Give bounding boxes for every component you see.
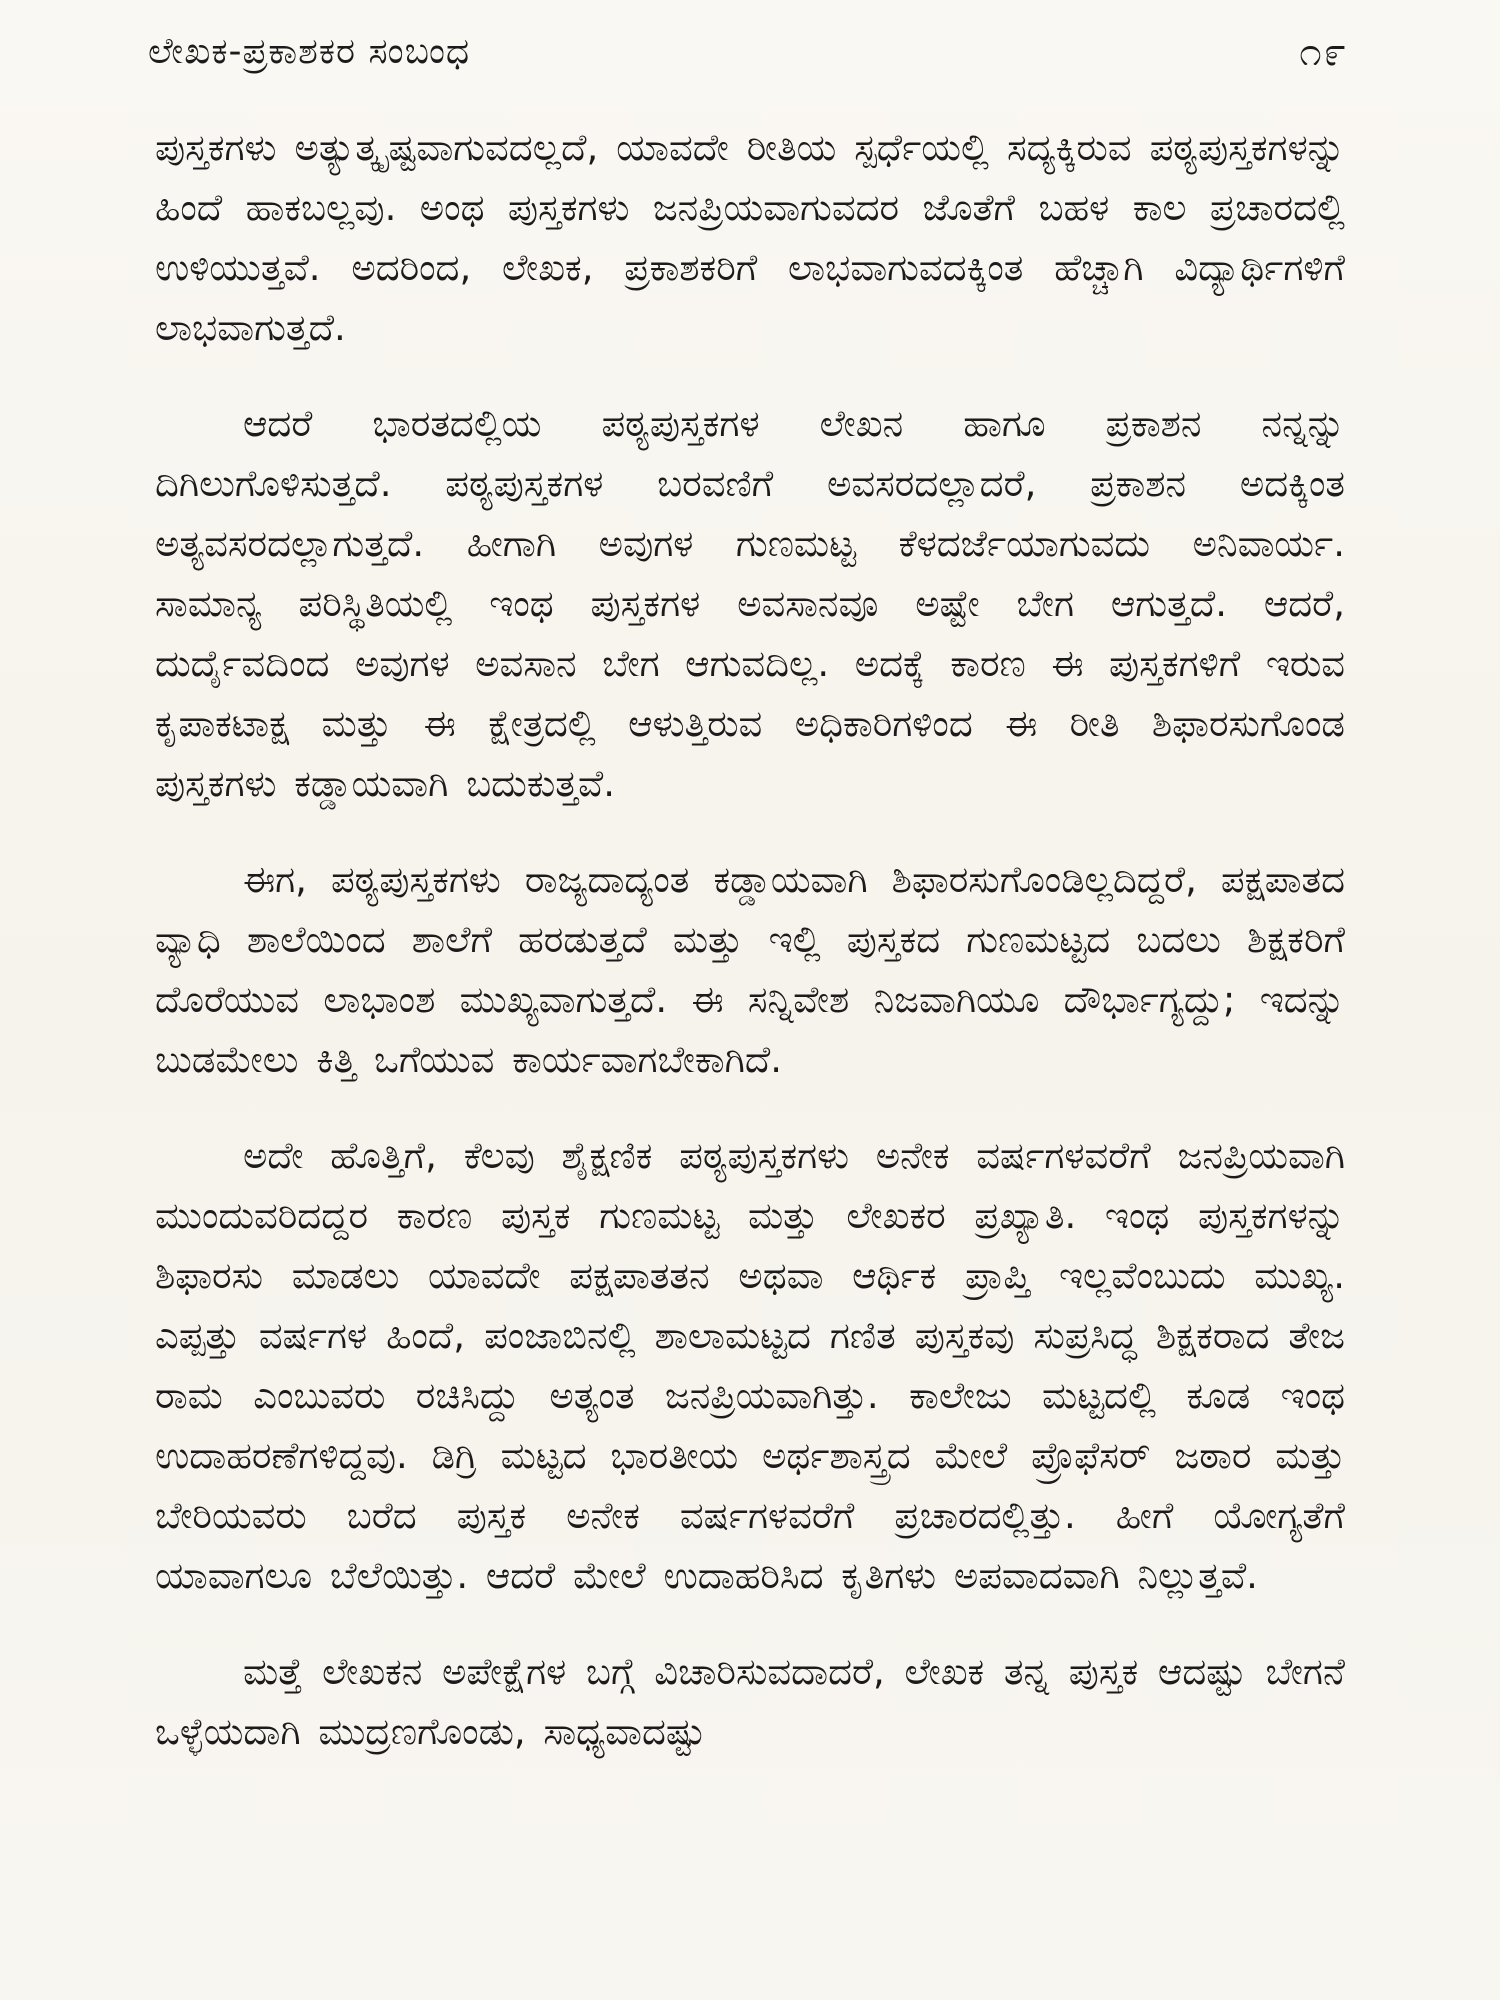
paragraph-2: ಆದರೆ ಭಾರತದಲ್ಲಿಯ ಪಠ್ಯಪುಸ್ತಕಗಳ ಲೇಖನ ಹಾಗೂ ಪ್ರಕಾಶನ ನನ್ನನ್ನು ದಿಗಿಲುಗೊಳಿಸುತ್ತದೆ. ಪಠ್ಯಪುಸ್ತಕಗಳ ಬರವಣಿಗೆ ಅವಸರದಲ್ಲಾದರೆ, ಪ್ರಕಾಶನ ಅದಕ್ಕಿಂತ ಅತ್ಯವಸರದಲ್ಲಾಗುತ್ತದೆ. ಹೀಗಾಗಿ ಅವುಗಳ ಗುಣಮಟ್ಟ ಕೆಳದರ್ಜೆಯಾಗುವದು ಅನಿವಾರ್ಯ. ಸಾಮಾನ್ಯ ಪರಿಸ್ಥಿತಿಯಲ್ಲಿ ಇಂಥ ಪುಸ್ತಕಗಳ ಅವಸಾನವೂ ಅಷ್ಟೇ ಬೇಗ ಆಗುತ್ತದೆ. ಆದರೆ, ದುರ್ದೈವದಿಂದ ಅವುಗಳ ಅವಸಾನ ಬೇಗ ಆಗುವದಿಲ್ಲ. ಅದಕ್ಕೆ ಕಾರಣ ಈ ಪುಸ್ತಕಗಳಿಗೆ ಇರುವ ಕೃಪಾಕಟಾಕ್ಷ ಮತ್ತು ಈ ಕ್ಷೇತ್ರದಲ್ಲಿ ಆಳುತ್ತಿರುವ ಅಧಿಕಾರಿಗಳಿಂದ ಈ ರೀತಿ ಶಿಫಾರಸುಗೊಂಡ ಪುಸ್ತಕಗಳು ಕಡ್ಡಾಯವಾಗಿ ಬದುಕುತ್ತವೆ. xyxy=(155,402,1345,805)
paragraph-3: ಈಗ, ಪಠ್ಯಪುಸ್ತಕಗಳು ರಾಜ್ಯದಾದ್ಯಂತ ಕಡ್ಡಾಯವಾಗಿ ಶಿಫಾರಸುಗೊಂಡಿಲ್ಲದಿದ್ದರೆ, ಪಕ್ಷಪಾತದ ವ್ಯಾಧಿ ಶಾಲೆಯಿಂದ ಶಾಲೆಗೆ ಹರಡುತ್ತದೆ ಮತ್ತು ಇಲ್ಲಿ ಪುಸ್ತಕದ ಗುಣಮಟ್ಟದ ಬದಲು ಶಿಕ್ಷಕರಿಗೆ ದೊರೆಯುವ ಲಾಭಾಂಶ ಮುಖ್ಯವಾಗುತ್ತದೆ. ಈ ಸನ್ನಿವೇಶ ನಿಜವಾಗಿಯೂ ದೌರ್ಭಾಗ್ಯದ್ದು; ಇದನ್ನು ಬುಡಮೇಲು ಕಿತ್ತಿ ಒಗೆಯುವ ಕಾರ್ಯವಾಗಬೇಕಾಗಿದೆ. xyxy=(155,858,1345,1081)
body-text xyxy=(155,118,1345,1798)
running-header xyxy=(148,22,1348,82)
paragraph-5: ಮತ್ತೆ ಲೇಖಕನ ಅಪೇಕ್ಷೆಗಳ ಬಗ್ಗೆ ವಿಚಾರಿಸುವದಾದರೆ, ಲೇಖಕ ತನ್ನ ಪುಸ್ತಕ ಆದಷ್ಟು ಬೇಗನೆ ಒಳ್ಳೆಯದಾಗಿ ಮುದ್ರಣಗೊಂಡು, ಸಾಧ್ಯವಾದಷ್ಟು xyxy=(155,1650,1345,1753)
running-title: ಲೇಖಕ-ಪ್ರಕಾಶಕರ ಸಂಬಂಧ xyxy=(148,31,471,72)
page-number: ೧೯ xyxy=(1299,29,1348,75)
paragraph-1: ಪುಸ್ತಕಗಳು ಅತ್ಯುತ್ಕೃಷ್ಟವಾಗುವದಲ್ಲದೆ, ಯಾವದೇ ರೀತಿಯ ಸ್ಪರ್ಧೆಯಲ್ಲಿ ಸದ್ಯಕ್ಕಿರುವ ಪಠ್ಯಪುಸ್ತಕಗಳನ್ನು ಹಿಂದೆ ಹಾಕಬಲ್ಲವು. ಅಂಥ ಪುಸ್ತಕಗಳು ಜನಪ್ರಿಯವಾಗುವದರ ಜೊತೆಗೆ ಬಹಳ ಕಾಲ ಪ್ರಚಾರದಲ್ಲಿ ಉಳಿಯುತ್ತವೆ. ಅದರಿಂದ, ಲೇಖಕ, ಪ್ರಕಾಶಕರಿಗೆ ಲಾಭವಾಗುವದಕ್ಕಿಂತ ಹೆಚ್ಚಾಗಿ ವಿದ್ಯಾರ್ಥಿಗಳಿಗೆ ಲಾಭವಾಗುತ್ತದೆ. xyxy=(155,126,1345,349)
paragraph-4: ಅದೇ ಹೊತ್ತಿಗೆ, ಕೆಲವು ಶೈಕ್ಷಣಿಕ ಪಠ್ಯಪುಸ್ತಕಗಳು ಅನೇಕ ವರ್ಷಗಳವರೆಗೆ ಜನಪ್ರಿಯವಾಗಿ ಮುಂದುವರಿದದ್ದರ ಕಾರಣ ಪುಸ್ತಕ ಗುಣಮಟ್ಟ ಮತ್ತು ಲೇಖಕರ ಪ್ರಖ್ಯಾತಿ. ಇಂಥ ಪುಸ್ತಕಗಳನ್ನು ಶಿಫಾರಸು ಮಾಡಲು ಯಾವದೇ ಪಕ್ಷಪಾತತನ ಅಥವಾ ಆರ್ಥಿಕ ಪ್ರಾಪ್ತಿ ಇಲ್ಲವೆಂಬುದು ಮುಖ್ಯ. ಎಪ್ಪತ್ತು ವರ್ಷಗಳ ಹಿಂದೆ, ಪಂಜಾಬಿನಲ್ಲಿ ಶಾಲಾಮಟ್ಟದ ಗಣಿತ ಪುಸ್ತಕವು ಸುಪ್ರಸಿದ್ಧ ಶಿಕ್ಷಕರಾದ ತೇಜ ರಾಮ ಎಂಬುವರು ರಚಿಸಿದ್ದು ಅತ್ಯಂತ ಜನಪ್ರಿಯವಾಗಿತ್ತು. ಕಾಲೇಜು ಮಟ್ಟದಲ್ಲಿ ಕೂಡ ಇಂಥ ಉದಾಹರಣೆಗಳಿದ್ದವು. ಡಿಗ್ರಿ ಮಟ್ಟದ ಭಾರತೀಯ ಅರ್ಥಶಾಸ್ತ್ರದ ಮೇಲೆ ಪ್ರೊಫೆಸರ್ ಜಠಾರ ಮತ್ತು ಬೇರಿಯವರು ಬರೆದ ಪುಸ್ತಕ ಅನೇಕ ವರ್ಷಗಳವರೆಗೆ ಪ್ರಚಾರದಲ್ಲಿತ್ತು. ಹೀಗೆ ಯೋಗ್ಯತೆಗೆ ಯಾವಾಗಲೂ ಬೆಲೆಯಿತ್ತು. ಆದರೆ ಮೇಲೆ ಉದಾಹರಿಸಿದ ಕೃತಿಗಳು ಅಪವಾದವಾಗಿ ನಿಲ್ಲುತ್ತವೆ. xyxy=(155,1134,1345,1597)
